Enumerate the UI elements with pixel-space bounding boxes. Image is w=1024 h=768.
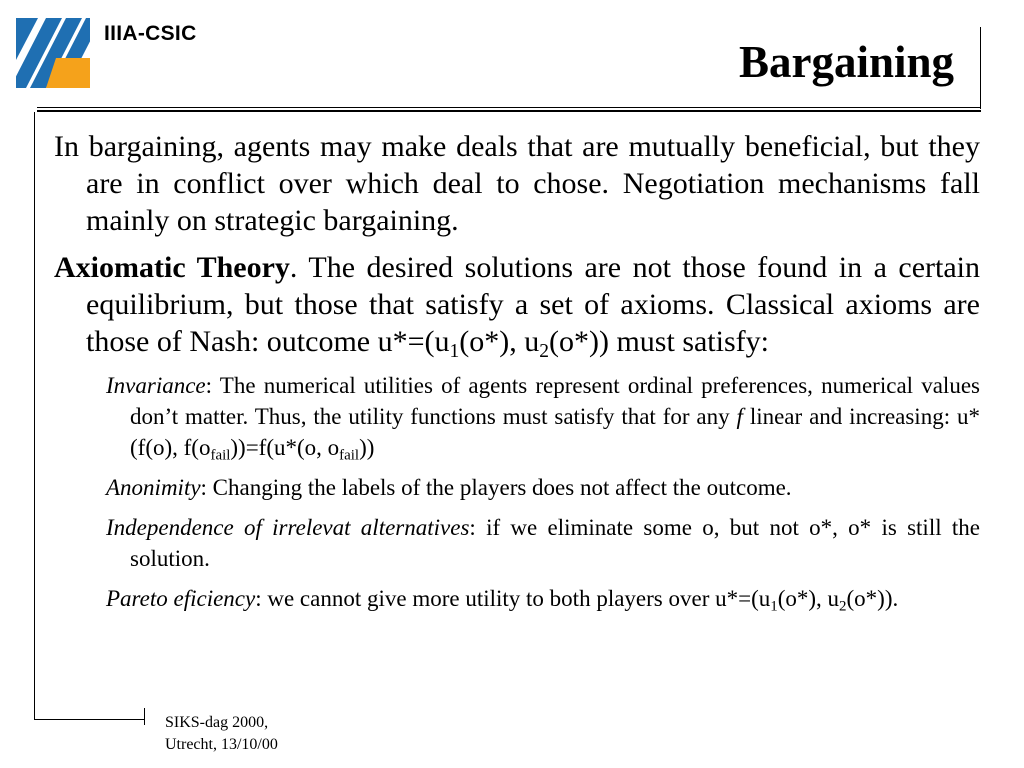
header-rule-thick <box>37 110 981 112</box>
independence-term: Independence of irrelevat alternatives <box>106 515 470 540</box>
anonymity-item: Anonimity: Changing the labels of the players does not affect the outcome. <box>106 475 792 500</box>
footer-rule <box>34 719 144 720</box>
footer-event: SIKS-dag 2000, <box>165 714 269 731</box>
independence-item: Independence of irrelevat alternatives: if we eliminate some o, but not o*, o* is still the solution. <box>106 515 980 571</box>
intro-paragraph: In bargaining, agents may make deals that are mutually beneficial, but they are in conflict over which deal to chose. Negotiation mechanisms fall mainly on strategic bargaining. <box>54 130 980 237</box>
slide-title: Bargaining <box>738 37 954 87</box>
footer <box>165 712 278 756</box>
axiomatic-theory-term: Axiomatic Theory <box>54 251 290 284</box>
title-divider <box>980 27 981 109</box>
pareto-term: Pareto eficiency <box>106 586 256 611</box>
footer-place-date: Utrecht, 13/10/00 <box>165 736 278 753</box>
iiia-csic-logo <box>16 18 90 88</box>
left-margin-rule <box>34 112 35 720</box>
header-rule <box>37 107 981 108</box>
invariance-term: Invariance <box>106 373 206 398</box>
footer-tick <box>144 708 145 725</box>
organization-name: IIIA-CSIC <box>104 22 197 45</box>
anonymity-term: Anonimity <box>106 475 201 500</box>
pareto-item: Pareto eficiency: we cannot give more utility to both players over $u*=(u_1(o*)$, $u_2(o*)$). <box>106 586 899 615</box>
slide-body <box>54 128 980 619</box>
axiomatic-theory-paragraph: Axiomatic Theory. The desired solutions are not those found in a certain equilibrium, but those that satisfy a set of axioms. Classical axioms are those of Nash: outcome $u*=(u_1(o*)$, $u_2(o*)$) must satisfy: <box>54 251 980 362</box>
invariance-item: Invariance: The numerical utilities of agents represent ordinal preferences, numerical values don’t matter. Thus, the utility functions must satisfy that for any f linear and increasing: u*(f(o), $f(o_{fail}))=f(u*(o$, $o_{fail}$)) <box>106 373 980 464</box>
